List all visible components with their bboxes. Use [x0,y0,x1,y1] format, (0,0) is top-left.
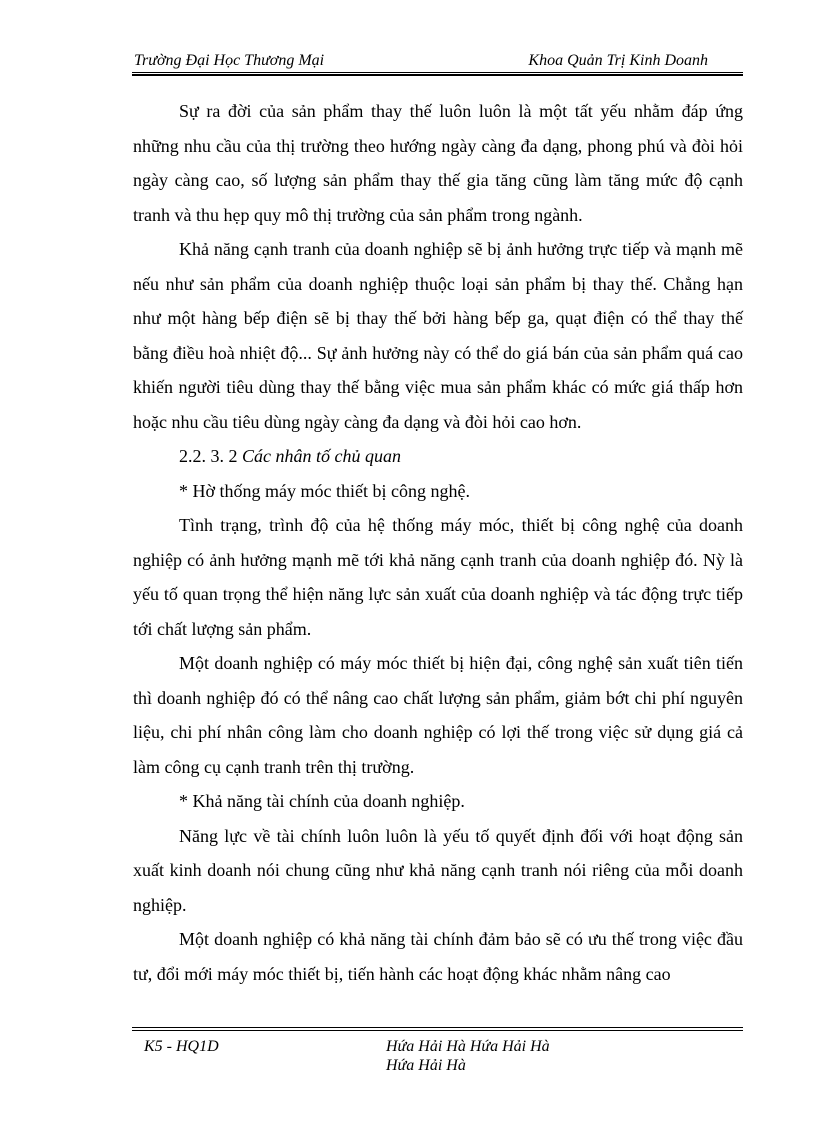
section-heading [133,439,743,474]
footer-author-line-2: Hứa Hải Hà [386,1057,466,1074]
section-title: Các nhân tố chủ quan [242,446,401,466]
paragraph-modern-equipment: Một doanh nghiệp có máy móc thiết bị hiện đại, công nghệ sản xuất tiên tiến thì doanh nghiệp đó có thể nâng cao chất lượng sản phẩm, giảm bớt chi phí nguyên liệu, chi phí nhân công làm cho doanh nghiệp có lợi thế trong việc sử dụng giá cả làm công cụ cạnh tranh trên thị trường. [133,653,743,777]
footer-rule-bottom [132,1030,743,1031]
footer-author-line-1: Hứa Hải Hà Hứa Hải Hà [386,1038,550,1055]
header-rule-thick [132,74,743,76]
header-faculty: Khoa Quản Trị Kinh Doanh [528,52,708,69]
paragraph-financial-advantage: Một doanh nghiệp có khả năng tài chính đảm bảo sẽ có ưu thế trong việc đầu tư, đổi mới máy móc thiết bị, tiến hành các hoạt động khác nhằm nâng cao [133,929,743,984]
bullet-machinery: * Hờ thống máy móc thiết bị công nghệ. [179,480,470,501]
footer-authors [386,1037,550,1075]
paragraph-substitute-products: Sự ra đời của sản phẩm thay thế luôn luôn là một tất yếu nhằm đáp ứng những nhu cầu của thị trường theo hướng ngày càng đa dạng, phong phú và đòi hỏi ngày càng cao, số lượng sản phẩm thay thế gia tăng cũng làm tăng mức độ cạnh tranh và thu hẹp quy mô thị trường của sản phẩm trong ngành. [133,101,743,225]
paragraph-financial-capacity: Năng lực về tài chính luôn luôn là yếu tố quyết định đối với hoạt động sản xuất kinh doanh nói chung cũng như khả năng cạnh tranh nói riêng của mỗi doanh nghiệp. [133,825,743,915]
footer-rule-top [132,1027,743,1028]
page-header [134,52,742,72]
page-body [133,94,743,991]
paragraph-competitive-impact: Khả năng cạnh tranh của doanh nghiệp sẽ bị ảnh hưởng trực tiếp và mạnh mẽ nếu như sản phẩm của doanh nghiệp thuộc loại sản phẩm bị thay thế. Chẳng hạn như một hàng bếp điện sẽ bị thay thế bởi hàng bếp ga, quạt điện có thể thay thế bằng điều hoà nhiệt độ... Sự ảnh hưởng này có thể do giá bán của sản phẩm quá cao khiến người tiêu dùng thay thế bằng việc mua sản phẩm khác có mức giá thấp hơn hoặc nhu cầu tiêu dùng ngày càng đa dạng và đòi hỏi cao hơn. [133,239,743,432]
footer-class-code: K5 - HQ1D [144,1038,219,1055]
header-rule-thin [132,72,743,73]
paragraph-machinery-status: Tình trạng, trình độ của hệ thống máy móc, thiết bị công nghệ của doanh nghiệp có ảnh hưởng mạnh mẽ tới khả năng cạnh tranh của doanh nghiệp đó. Nỳ là yếu tố quan trọng thể hiện năng lực sản xuất của doanh nghiệp và tác động trực tiếp tới chất lượng sản phẩm. [133,515,743,639]
header-university: Trường Đại Học Thương Mại [134,52,325,69]
section-number: 2.2. 3. 2 [179,446,238,466]
bullet-finance: * Khả năng tài chính của doanh nghiệp. [179,791,465,811]
